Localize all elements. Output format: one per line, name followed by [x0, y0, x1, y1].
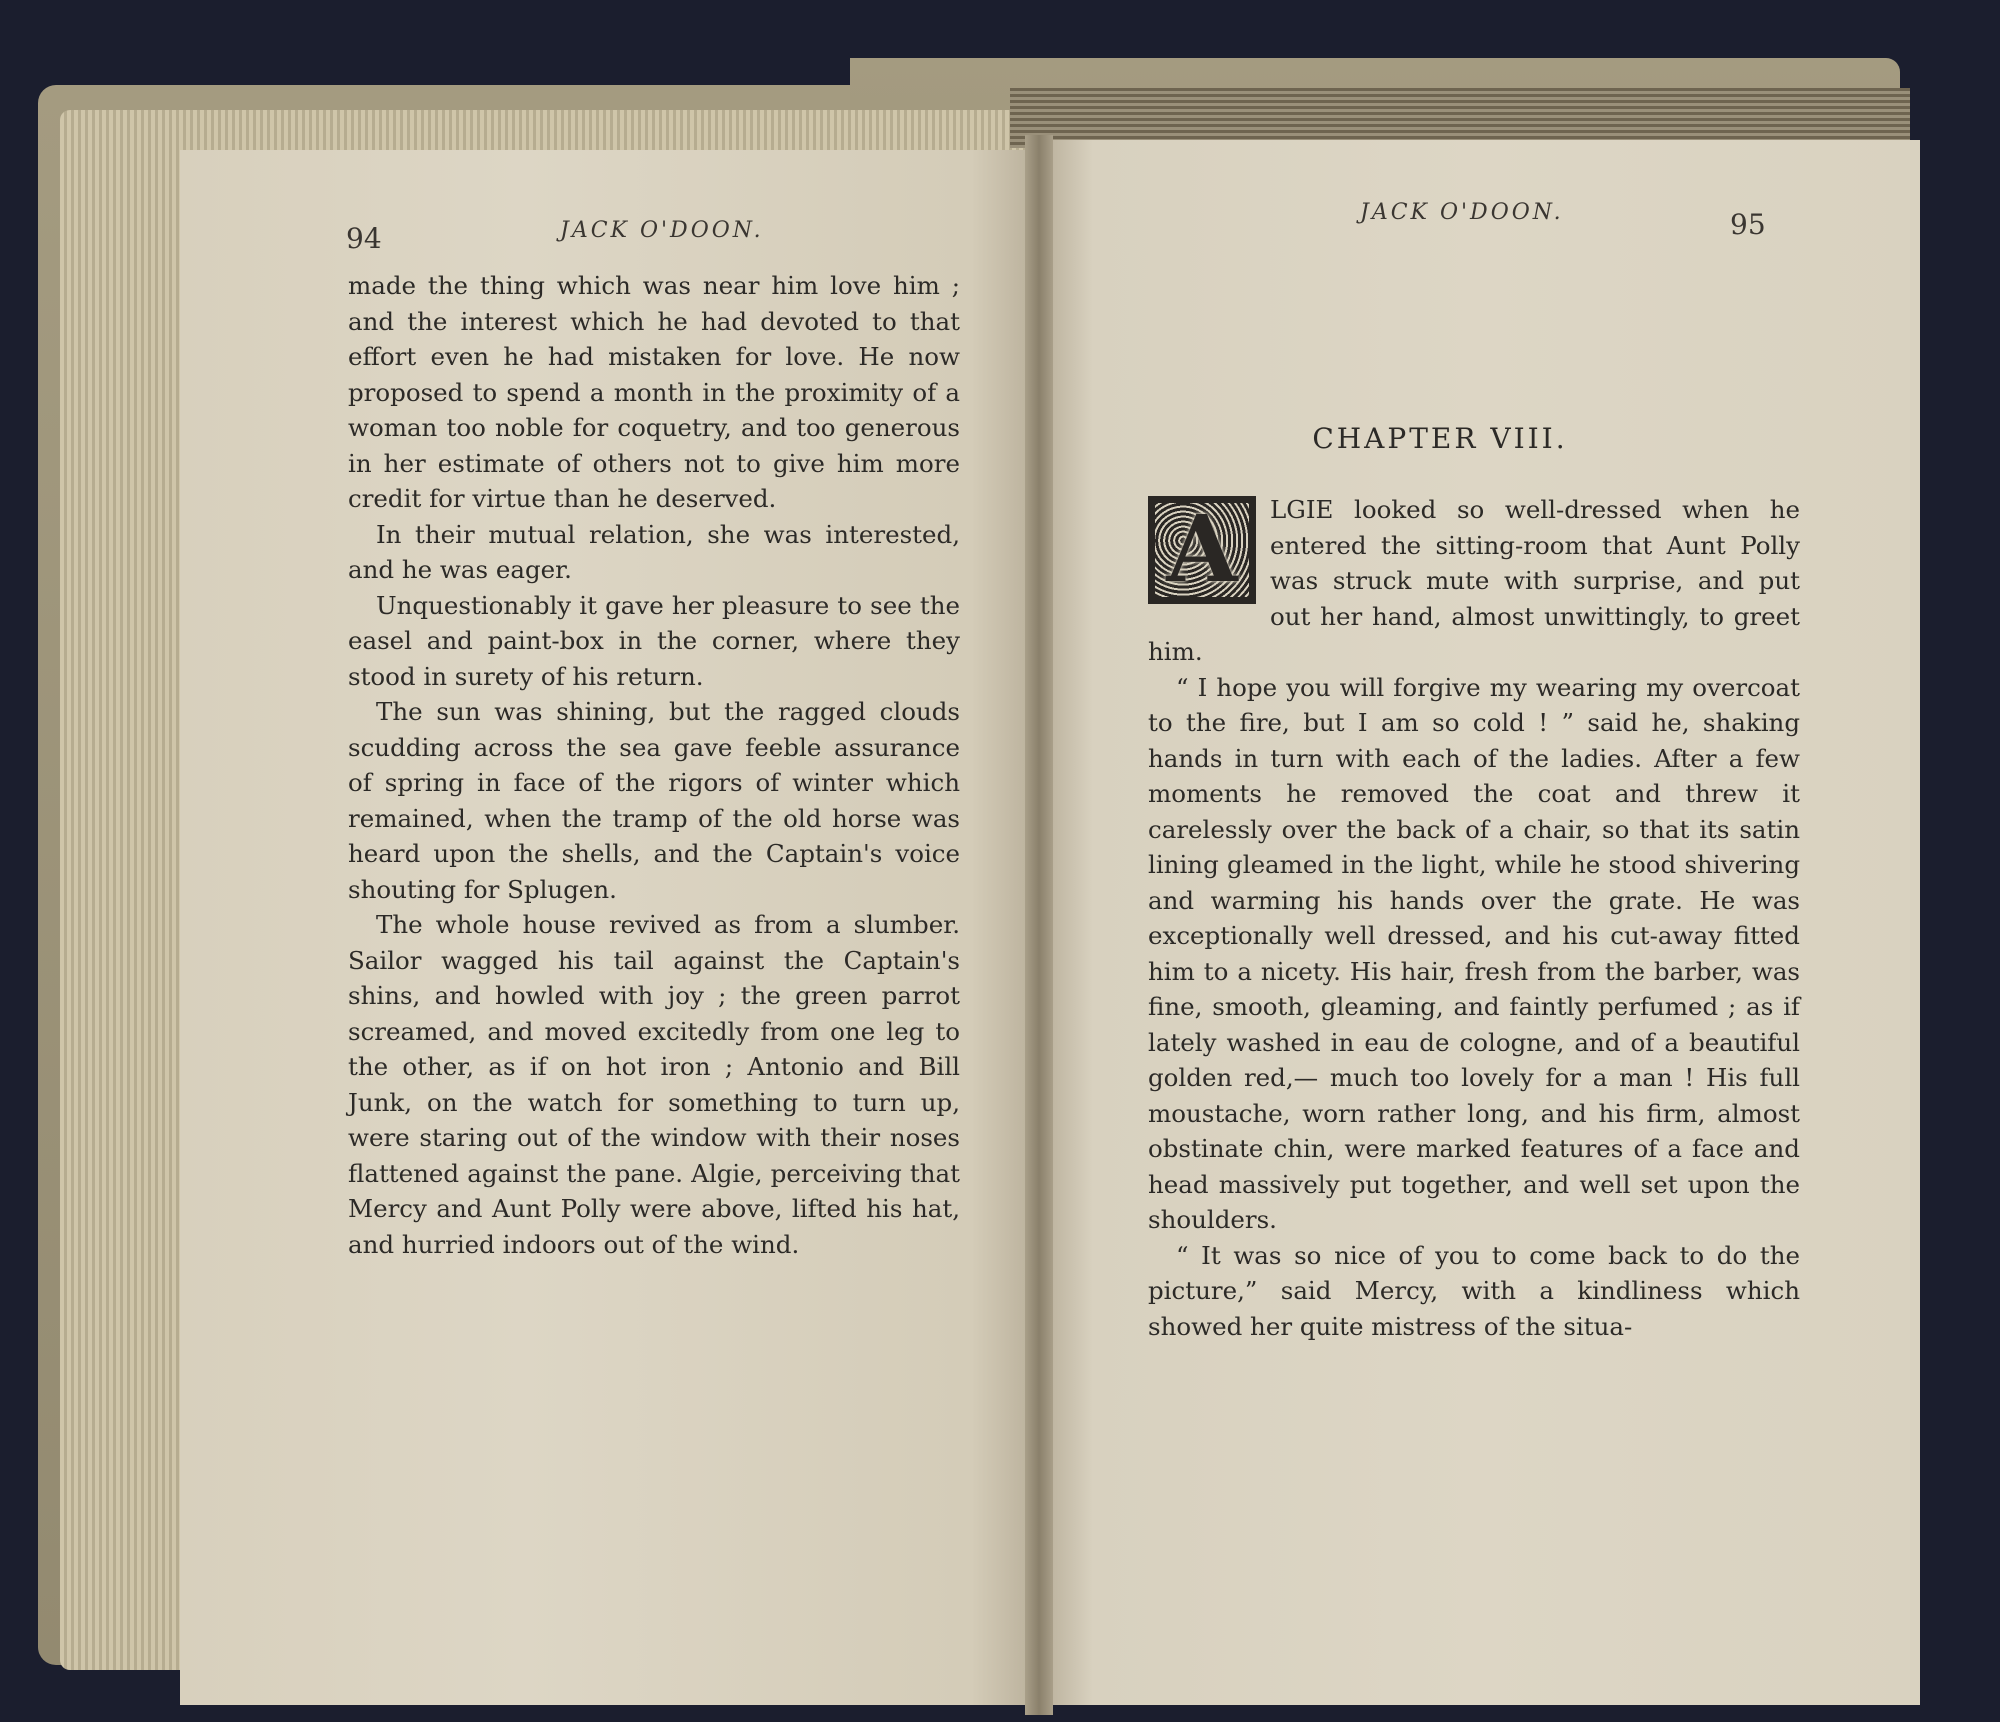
running-head-right: JACK O'DOON.	[1360, 200, 1564, 225]
drop-cap-ornament	[1148, 496, 1256, 604]
paragraph: “ I hope you will forgive my wearing my overcoat to the fire, but I am so cold ! ” said he, shaking hands in turn with each of the ladies. After a few moments he removed the coat and threw it carelessly over the back of a chair, so that its satin lining gleamed in the light, while he stood shivering and warming his hands over the grate. He was exceptionally well dressed, and his cut-away fitted him to a nicety. His hair, fresh from the barber, was fine, smooth, gleaming, and faintly perfumed ; as if lately washed in eau de cologne, and of a beautiful golden red,— much too lovely for a man ! His full moustache, worn rather long, and his firm, almost obstinate chin, were marked features of a face and head massively put together, and well set upon the shoulders.	[1148, 672, 1800, 1234]
first-paragraph-text: LGIE looked so well-dressed when he entered the sitting-room that Aunt Polly was struck mute with surprise, and put out her hand, almost unwittingly, to greet him.	[1148, 495, 1800, 666]
chapter-title: CHAPTER VIII.	[1312, 422, 1568, 455]
paragraph: Unquestionably it gave her pleasure to see the easel and paint-box in the corner, where they stood in surety of his return.	[348, 590, 960, 691]
left-page-body	[348, 268, 960, 1262]
paragraph: The whole house revived as from a slumber. Sailor wagged his tail against the Captain's shins, and howled with joy ; the green parrot screamed, and moved excitedly from one leg to the other, as if on hot iron ; Antonio and Bill Junk, on the watch for something to turn up, were staring out of the window with their noses flattened against the pane. Algie, perceiving that Mercy and Aunt Polly were above, lifted his hat, and hurried indoors out of the wind.	[348, 910, 960, 1259]
page-edges-top	[1010, 88, 1910, 148]
page-number-right: 95	[1730, 208, 1766, 241]
left-page	[180, 150, 1040, 1705]
right-page-body	[1148, 492, 1800, 1344]
first-paragraph	[1148, 492, 1800, 670]
right-page	[1040, 140, 1920, 1705]
drop-cap-letter: A	[1166, 495, 1238, 604]
page-number-left: 94	[346, 222, 382, 255]
paragraph: made the thing which was near him love him ; and the interest which he had devoted to that effort even he had mistaken for love. He now proposed to spend a month in the proximity of a woman too noble for coquetry, and too generous in her estimate of others not to give him more credit for virtue than he deserved.	[348, 271, 960, 513]
paragraph: In their mutual relation, she was interested, and he was eager.	[348, 519, 960, 584]
book-gutter	[1025, 135, 1053, 1715]
paragraph: “ It was so nice of you to come back to do the picture,” said Mercy, with a kindliness which showed her quite mistress of the situa-	[1148, 1240, 1800, 1341]
running-head-left: JACK O'DOON.	[560, 218, 764, 243]
paragraph: The sun was shining, but the ragged clouds scudding across the sea gave feeble assurance of spring in face of the rigors of winter which remained, when the tramp of the old horse was heard upon the shells, and the Captain's voice shouting for Splugen.	[348, 697, 960, 904]
